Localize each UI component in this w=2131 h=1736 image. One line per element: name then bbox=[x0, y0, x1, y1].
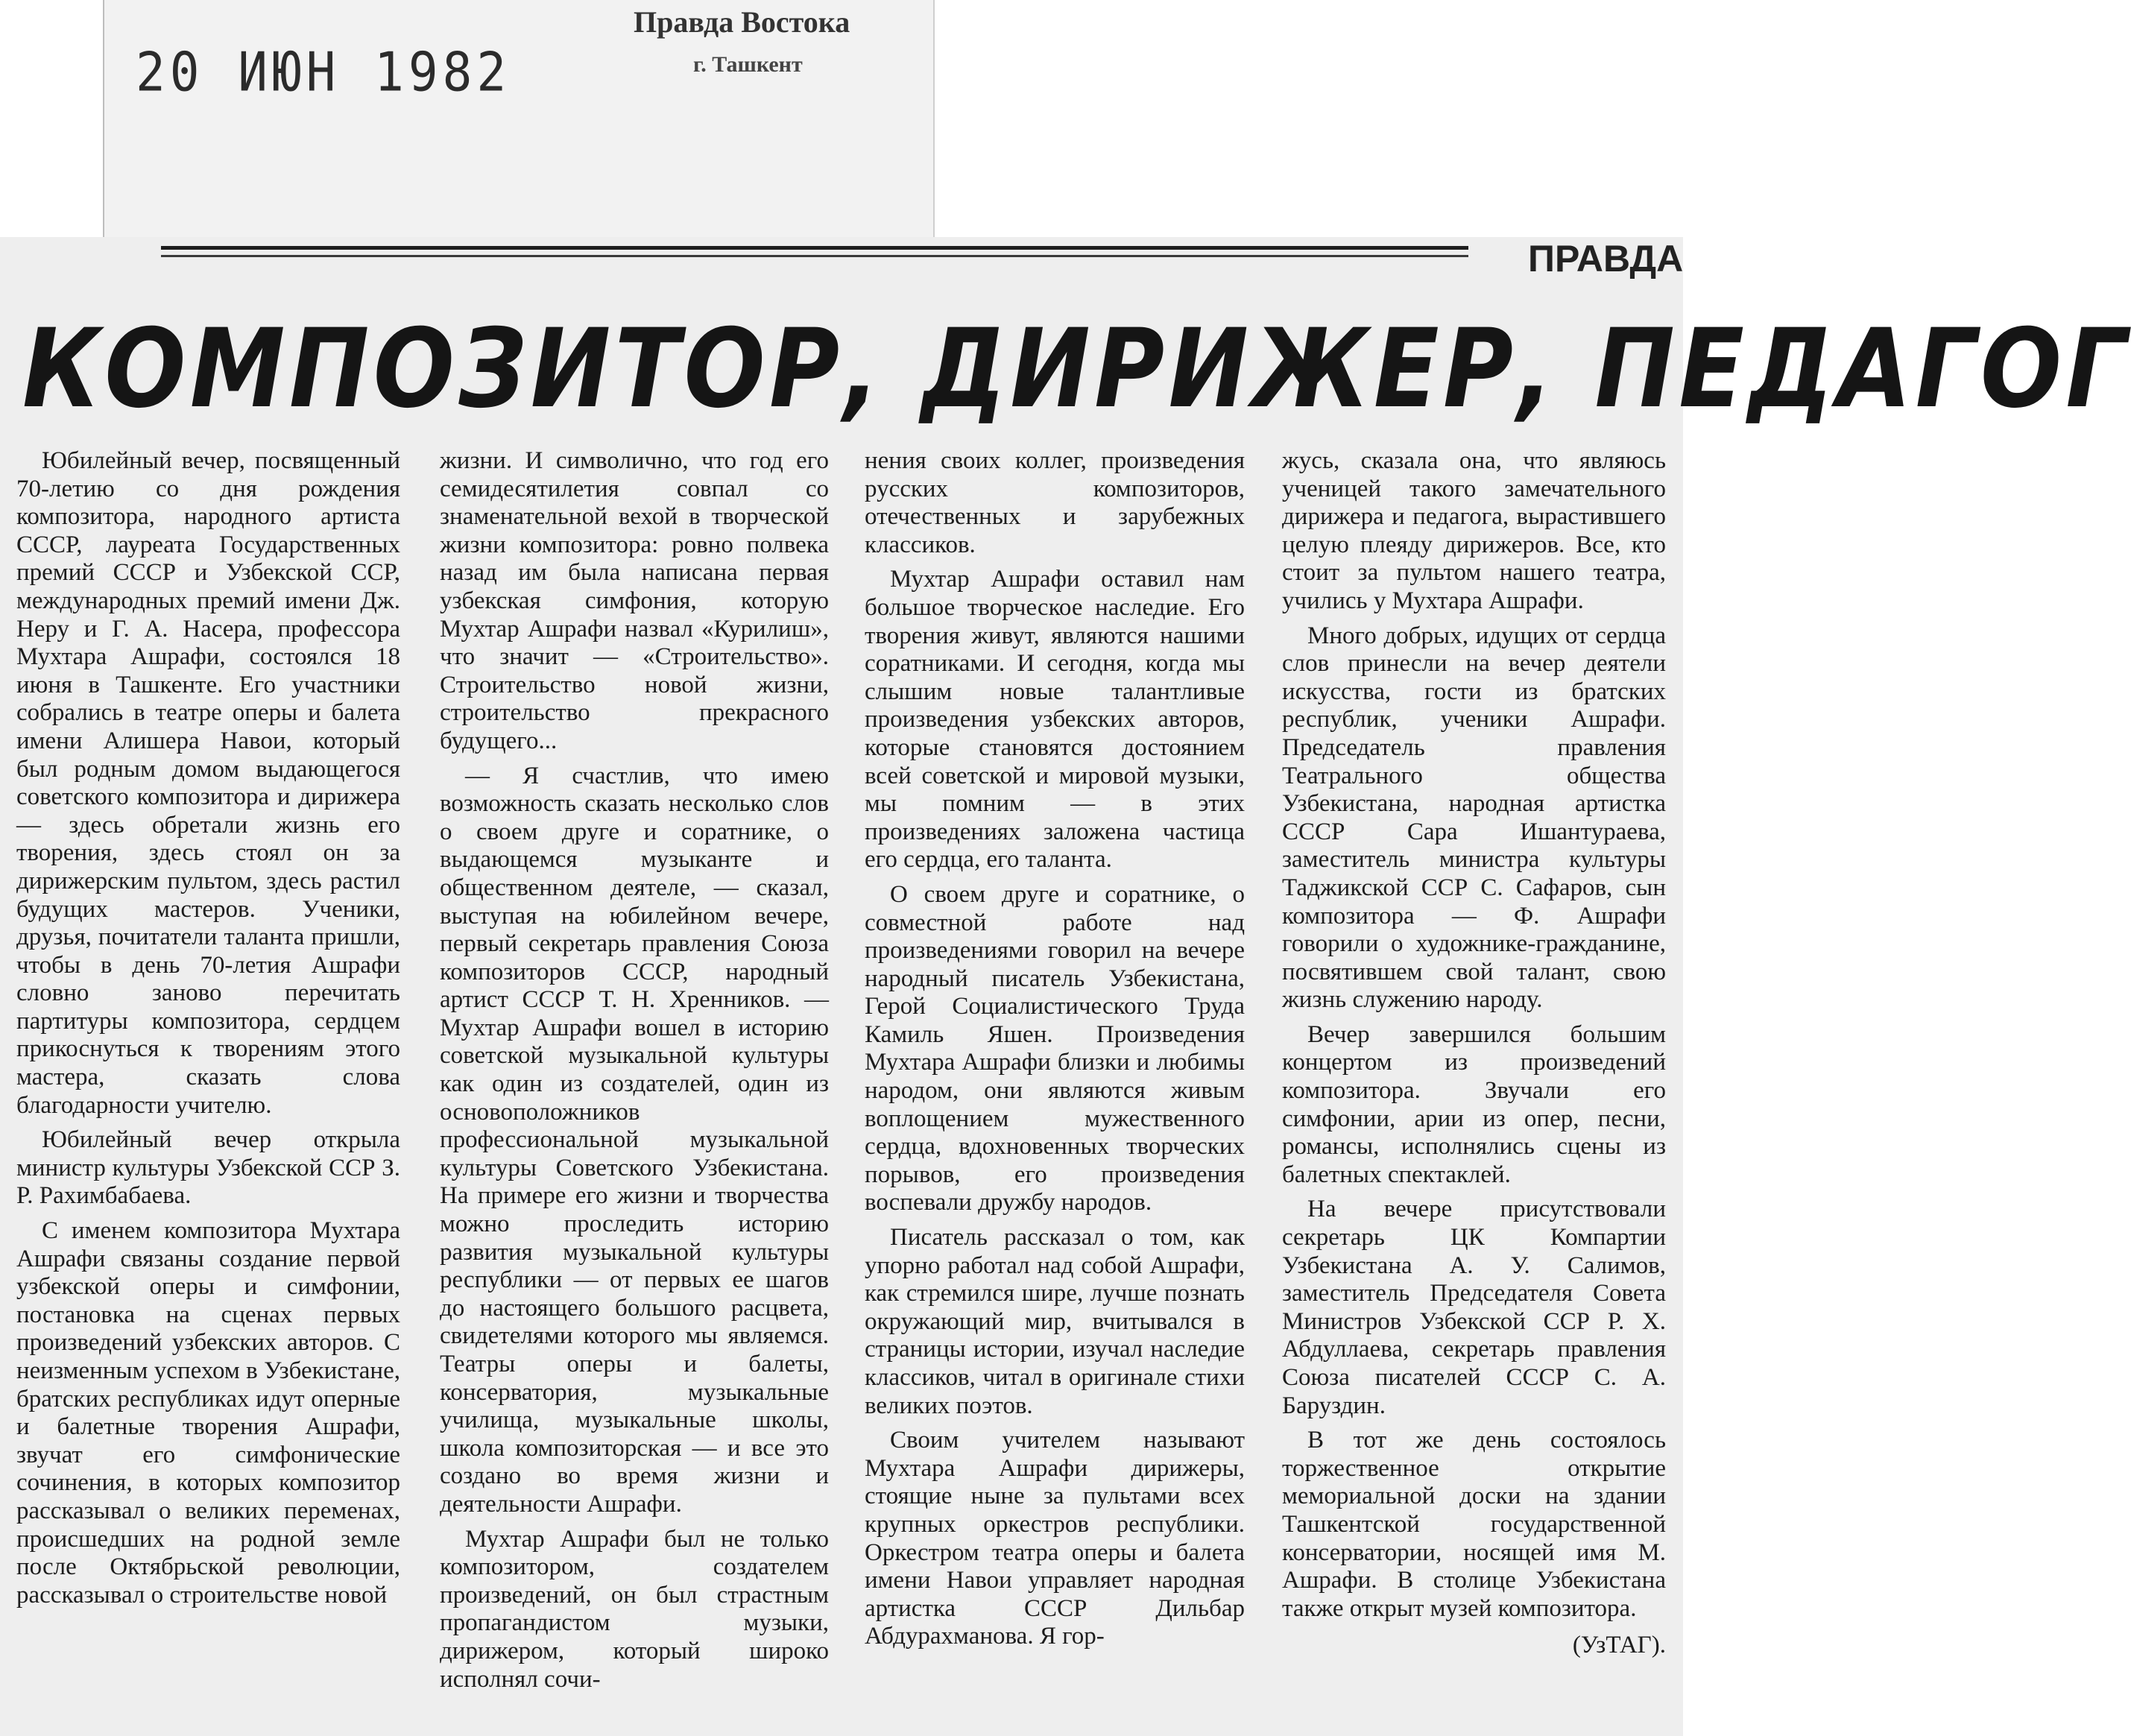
paragraph: жусь, сказала она, что являюсь ученицей такого замечательного дирижера и педагога, вырастившего целую плеяду дирижеров. Все, кто стоит за пультом нашего театра, учились у Мухтара Ашрафи. bbox=[1282, 447, 1666, 614]
paragraph: жизни. И символично, что год его семидесятилетия совпал со знаменательной вехой в творческой жизни композитора: ровно полвека назад им была написана первая узбекская симфония, которую Мухтар Ашрафи назвал «Курилиш», что значит — «Строительство». Строительство новой жизни, строительство прекрасного будущего... bbox=[440, 447, 829, 754]
article-column-2 bbox=[440, 447, 829, 1700]
paragraph: Вечер завершился большим концертом из произведений композитора. Звучали его симфонии, арии из опер, песни, романсы, исполнялись сцены из балетных спектаклей. bbox=[1282, 1020, 1666, 1188]
article-column-4 bbox=[1282, 447, 1666, 1660]
header-rule-thin bbox=[161, 255, 1468, 257]
header-rule bbox=[161, 246, 1468, 250]
stamp-newspaper-name: Правда Востока bbox=[634, 5, 850, 39]
paragraph: нения своих коллег, произведения русских композиторов, отечественных и зарубежных классиков. bbox=[865, 447, 1245, 558]
masthead: ПРАВДА bbox=[1528, 238, 1684, 280]
paragraph: Юбилейный вечер открыла министр культуры Узбекской ССР З. Р. Рахимбабаева. bbox=[16, 1126, 400, 1210]
paragraph: — Я счастлив, что имею возможность сказать несколько слов о своем друге и соратнике, о выдающемся музыканте и общественном деятеле, — сказал, выступая на юбилейном вечере, первый секретарь правления Союза композиторов СССР, народный артист СССР Т. Н. Хренников. — Мухтар Ашрафи вошел в историю советской музыкальной культуры как один из создателей, один из основоположников профессиональной музыкальной культуры Советского Узбекистана. На примере его жизни и творчества можно проследить историю развития музыкальной культуры республики — от первых ее шагов до настоящего большого расцвета, свидетелями которого мы являемся. Театры оперы и балеты, консерватория, музыкальные училища, музыкальные школы, школа композиторская — и все это создано во время жизни и деятельности Ашрафи. bbox=[440, 762, 829, 1518]
paragraph: Писатель рассказал о том, как упорно работал над собой Ашрафи, как стремился шире, лучше познать окружающий мир, вчитывался в страницы истории, изучал наследие классиков, читал в оригинале стихи великих поэтов. bbox=[865, 1224, 1245, 1419]
paragraph: В тот же день состоялось торжественное открытие мемориальной доски на здании Ташкентской государственной консерватории, носящей имя М. Ашрафи. В столице Узбекистана также открыт музей композитора. bbox=[1282, 1427, 1666, 1622]
paragraph: С именем композитора Мухтара Ашрафи связаны создание первой узбекской оперы и симфонии, постановка на сценах первых произведений узбекских авторов. С неизменным успехом в Узбекистане, братских республиках идут оперные и балетные творения Ашрафи, звучат его симфонические сочинения, в которых композитор рассказывал о великих переменах, происшедших на родной земле после Октябрьской революции, рассказывал о строительстве новой bbox=[16, 1217, 400, 1609]
article-headline: КОМПОЗИТОР, ДИРИЖЕР, ПЕДАГОГ bbox=[22, 306, 2131, 432]
stamp-city: г. Ташкент bbox=[693, 52, 803, 77]
paragraph: Мухтар Ашрафи оставил нам большое творческое наследие. Его творения живут, являются нашими соратниками. И сегодня, когда мы слышим новые талантливые произведения узбекских авторов, которые становятся достоянием всей советской и мировой музыки, мы помним — в этих произведениях заложена частица его сердца, его таланта. bbox=[865, 566, 1245, 874]
paragraph: На вечере присутствовали секретарь ЦК Компартии Узбекистана А. У. Салимов, заместитель Председателя Совета Министров Узбекской ССР Р. Х. Абдуллаева, секретарь правления Союза писателей СССР С. А. Баруздин. bbox=[1282, 1196, 1666, 1419]
stamp-date: 20 ИЮН 1982 bbox=[136, 40, 511, 104]
article-column-1 bbox=[16, 447, 400, 1616]
paragraph: Своим учителем называют Мухтара Ашрафи дирижеры, стоящие ныне за пультами всех крупных оркестров республики. Оркестром театра оперы и балета имени Навои управляет народная артистка СССР Дильбар Абдурахманова. Я гор- bbox=[865, 1427, 1245, 1650]
agency-signature: (УзТАГ). bbox=[1572, 1632, 1666, 1659]
paragraph: Много добрых, идущих от сердца слов принесли на вечер деятели искусства, гости из братских республик, ученики Ашрафи. Председатель правления Театрального общества Узбекистана, народная артистка СССР Сара Ишантураева, заместитель министра культуры Таджикской ССР С. Сафаров, сын композитора — Ф. Ашрафи говорили о художнике-гражданине, посвятившем свой талант, свою жизнь служению народу. bbox=[1282, 622, 1666, 1014]
paragraph: О своем друге и соратнике, о совместной работе над произведениями говорил на вечере народный писатель Узбекистана, Герой Социалистического Труда Камиль Яшен. Произведения Мухтара Ашрафи близки и любимы народом, они являются живым воплощением мужественного сердца, вдохновенных творческих порывов, его произведения воспевали дружбу народов. bbox=[865, 880, 1245, 1216]
article-column-3 bbox=[865, 447, 1245, 1658]
paragraph: Юбилейный вечер, посвященный 70-летию со дня рождения композитора, народного артиста СССР, лауреата Государственных премий СССР и Узбекской ССР, международных премий имени Дж. Неру и Г. А. Насера, профессора Мухтара Ашрафи, состоялся 18 июня в Ташкенте. Его участники собрались в театре оперы и балета имени Алишера Навои, который был родным домом выдающегося советского композитора и дирижера — здесь обретали жизнь его творения, здесь стоял он за дирижерским пультом, здесь растил будущих мастеров. Ученики, друзья, почитатели таланта пришли, чтобы в день 70-летия Ашрафи словно заново перечитать партитуры композитора, сердцем прикоснуться к творениям этого мастера, сказать слова благодарности учителю. bbox=[16, 447, 400, 1119]
paragraph: Мухтар Ашрафи был не только композитором, создателем произведений, он был страстным пропагандистом музыки, дирижером, который широко исполнял сочи- bbox=[440, 1525, 829, 1693]
